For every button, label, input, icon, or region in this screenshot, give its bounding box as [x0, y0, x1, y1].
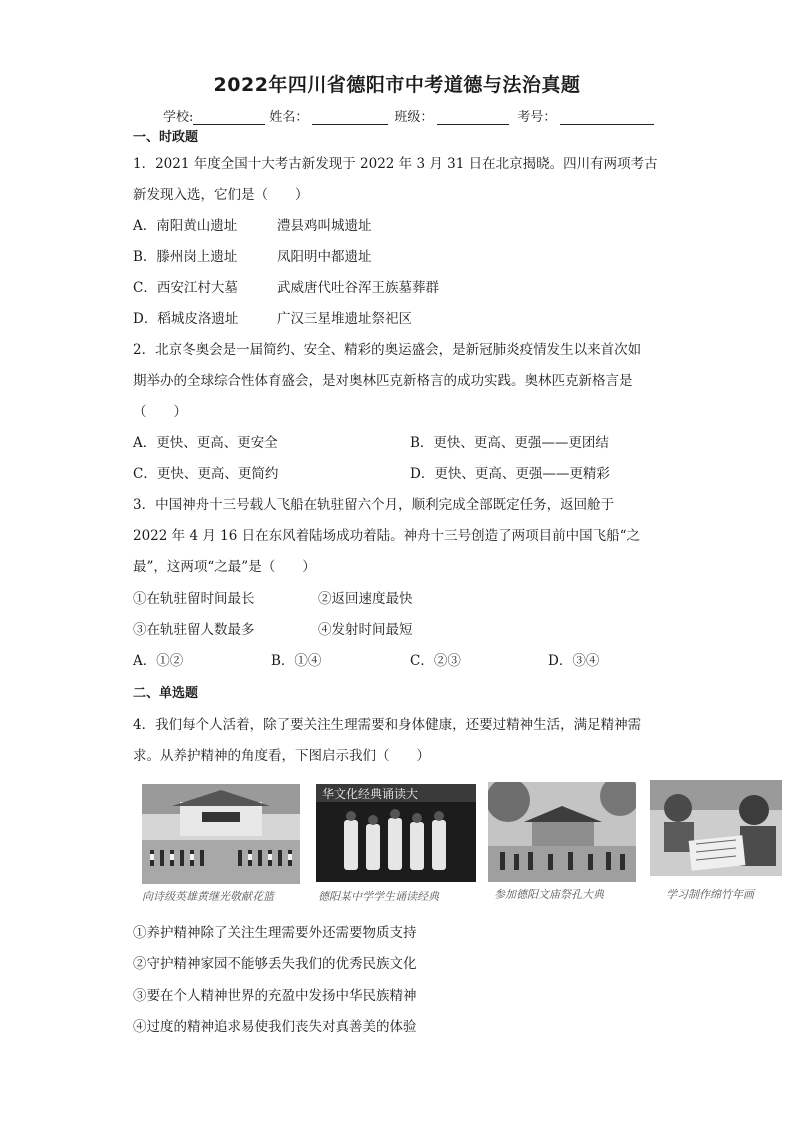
q3-stem-line-2: 2022 年 4 月 16 日在东风着陆场成功着陆。神舟十三号创造了两项目前中国飞船“之 [133, 528, 640, 544]
photo-temple-ceremony [488, 782, 636, 882]
q1-option-c-text: 武威唐代吐谷浑王族墓葬群 [277, 280, 439, 296]
q2-option-d: D．更快、更高、更强——更精彩 [410, 466, 610, 482]
q4-item-4: ④过度的精神追求易使我们丧失对真善美的体验 [133, 1019, 417, 1035]
q3-item-3: ③在轨驻留人数最多 [133, 622, 255, 638]
q3-stem-line-1: 3．中国神舟十三号载人飞船在轨驻留六个月，顺利完成全部既定任务，返回舱于 [133, 497, 615, 513]
photo-caption-2: 德阳某中学学生诵读经典 [318, 890, 439, 903]
school-blank[interactable] [193, 111, 265, 125]
photo-caption-4: 学习制作绵竹年画 [666, 888, 754, 901]
class-label: 班级： [394, 110, 434, 125]
q1-option-c-label: C．西安江村大墓 [133, 280, 238, 296]
q1-stem-line-1: 1．2021 年度全国十大考古新发现于 2022 年 3 月 31 日在北京揭晓。四川有两项考古 [133, 156, 658, 172]
section-heading-single-choice: 二、单选题 [133, 686, 199, 701]
q4-item-2: ②守护精神家园不能够丢失我们的优秀民族文化 [133, 956, 417, 972]
q4-photo-strip [142, 780, 782, 910]
q3-option-d: D．③④ [548, 653, 600, 669]
student-info-row [163, 106, 658, 125]
photo-classic-recitation [316, 784, 476, 882]
recitation-image [316, 784, 476, 882]
q2-option-b: B．更快、更高、更强——更团结 [410, 435, 609, 451]
q1-option-d-text: 广汉三星堆遗址祭祀区 [277, 311, 412, 327]
exam-title: 2022年四川省德阳市中考道德与法治真题 [213, 74, 581, 96]
section-heading-current-affairs: 一、时政题 [133, 130, 199, 145]
new-year-painting-image [650, 780, 782, 876]
q2-stem-line-2: 期举办的全球综合性体育盛会，是对奥林匹克新格言的成功实践。奥林匹克新格言是 [133, 373, 633, 389]
q1-option-b-label: B．滕州岗上遗址 [133, 249, 238, 265]
memorial-ceremony-image [142, 784, 300, 884]
q3-item-2: ②返回速度最快 [318, 591, 413, 607]
school-label: 学校: [163, 110, 194, 125]
q2-stem-line-3: （ ） [133, 404, 187, 420]
q2-stem-line-1: 2．北京冬奥会是一届简约、安全、精彩的奥运盛会，是新冠肺炎疫情发生以来首次如 [133, 342, 642, 358]
q3-option-a: A．①② [133, 653, 184, 669]
q4-item-3: ③要在个人精神世界的充盈中发扬中华民族精神 [133, 988, 417, 1004]
temple-ceremony-image [488, 782, 636, 882]
recitation-banner-text: 华文化经典诵读大 [322, 787, 419, 801]
q1-option-a-label: A．南阳黄山遗址 [133, 218, 238, 234]
name-label: 姓名： [269, 110, 309, 125]
exam-no-blank[interactable] [560, 111, 654, 125]
q3-stem-line-3: 最”，这两项“之最”是（ ） [133, 559, 316, 575]
q2-option-a: A．更快、更高、更安全 [133, 435, 278, 451]
q1-option-d-label: D．稻城皮洛遗址 [133, 311, 239, 327]
q1-stem-line-2: 新发现入选，它们是（ ） [133, 187, 309, 203]
q2-option-c: C．更快、更高、更简约 [133, 466, 279, 482]
name-blank[interactable] [312, 111, 388, 125]
q4-stem-line-2: 求。从养护精神的角度看，下图启示我们（ ） [133, 748, 430, 764]
q1-option-a-text: 澧县鸡叫城遗址 [277, 218, 372, 234]
q3-option-c: C．②③ [410, 653, 461, 669]
photo-memorial-ceremony [142, 784, 300, 884]
q4-item-1: ①养护精神除了关注生理需要外还需要物质支持 [133, 925, 417, 941]
q3-option-b: B．①④ [271, 653, 322, 669]
exam-no-label: 考号： [517, 110, 557, 125]
photo-new-year-painting [650, 780, 782, 876]
class-blank[interactable] [437, 111, 509, 125]
q4-stem-line-1: 4．我们每个人活着，除了要关注生理需要和身体健康，还要过精神生活，满足精神需 [133, 717, 642, 733]
photo-caption-1: 向诗级英雄黄继光敬献花篮 [142, 890, 274, 903]
q1-option-b-text: 凤阳明中都遗址 [277, 249, 372, 265]
q3-item-1: ①在轨驻留时间最长 [133, 591, 255, 607]
q3-item-4: ④发射时间最短 [318, 622, 413, 638]
photo-caption-3: 参加德阳文庙祭孔大典 [494, 888, 604, 901]
